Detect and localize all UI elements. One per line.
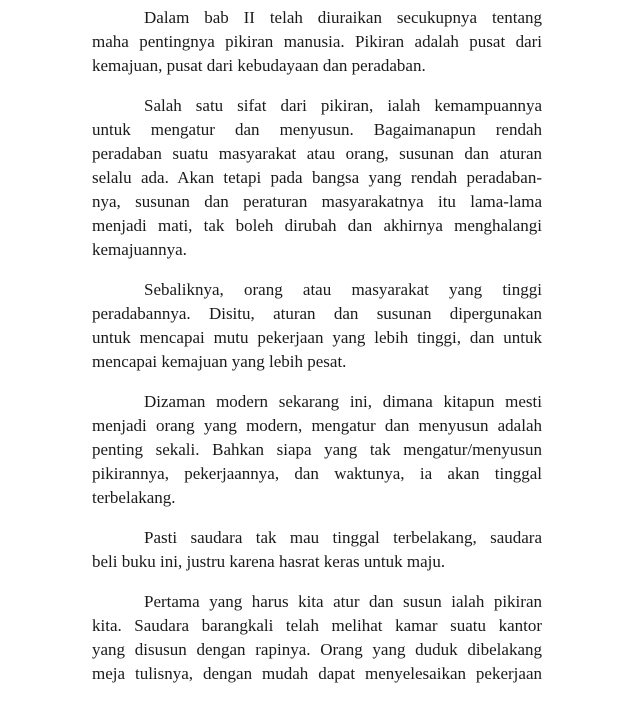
text-line: pikirannya, pekerjaannya, dan waktunya, ia akan tinggal [92,464,542,483]
text-line: peradaban suatu masyarakat atau orang, susunan dan aturan [92,144,542,163]
text-line: Dizaman modern sekarang ini, dimana kitapun mesti [144,392,542,411]
text-line: penting sekali. Bahkan siapa yang tak mengatur/menyusun [92,440,542,459]
text-line: kemajuannya. [92,240,187,259]
text-line: yang disusun dengan rapinya. Orang yang duduk dibelakang [92,640,542,659]
text-line: menjadi orang yang modern, mengatur dan menyusun adalah [92,416,542,435]
text-line: terbelakang. [92,488,176,507]
text-line: maha pentingnya pikiran manusia. Pikiran adalah pusat dari [92,32,542,51]
text-line: Pertama yang harus kita atur dan susun ialah pikiran [144,592,542,611]
text-line: nya, susunan dan peraturan masyarakatnya itu lama-lama [92,192,542,211]
text-line: kita. Saudara barangkali telah melihat kamar suatu kantor [92,616,542,635]
paragraph-3 [92,278,542,374]
text-line: mencapai kemajuan yang lebih pesat. [92,352,347,371]
paragraph-5 [92,526,542,574]
text-line: Pasti saudara tak mau tinggal terbelakang, saudara [144,528,542,547]
text-line: meja tulisnya, dengan mudah dapat menyelesaikan pekerjaan [92,664,542,683]
text-line: peradabannya. Disitu, aturan dan susunan dipergunakan [92,304,542,323]
text-line: Salah satu sifat dari pikiran, ialah kemampuannya [144,96,542,115]
text-line: kemajuan, pusat dari kebudayaan dan peradaban. [92,56,426,75]
text-line: Dalam bab II telah diuraikan secukupnya tentang [144,8,542,27]
text-line: menjadi mati, tak boleh dirubah dan akhirnya menghalangi [92,216,542,235]
text-line: untuk mengatur dan menyusun. Bagaimanapun rendah [92,120,542,139]
text-line: Sebaliknya, orang atau masyarakat yang tinggi [144,280,542,299]
text-line: beli buku ini, justru karena hasrat keras untuk maju. [92,552,446,571]
paragraph-4 [92,390,542,510]
paragraph-2 [92,94,542,262]
text-line: untuk mencapai mutu pekerjaan yang lebih tinggi, dan untuk [92,328,542,347]
body-text [92,6,542,702]
paragraph-1 [92,6,542,78]
text-line: selalu ada. Akan tetapi pada bangsa yang rendah peradaban- [92,168,542,187]
paragraph-6 [92,590,542,686]
